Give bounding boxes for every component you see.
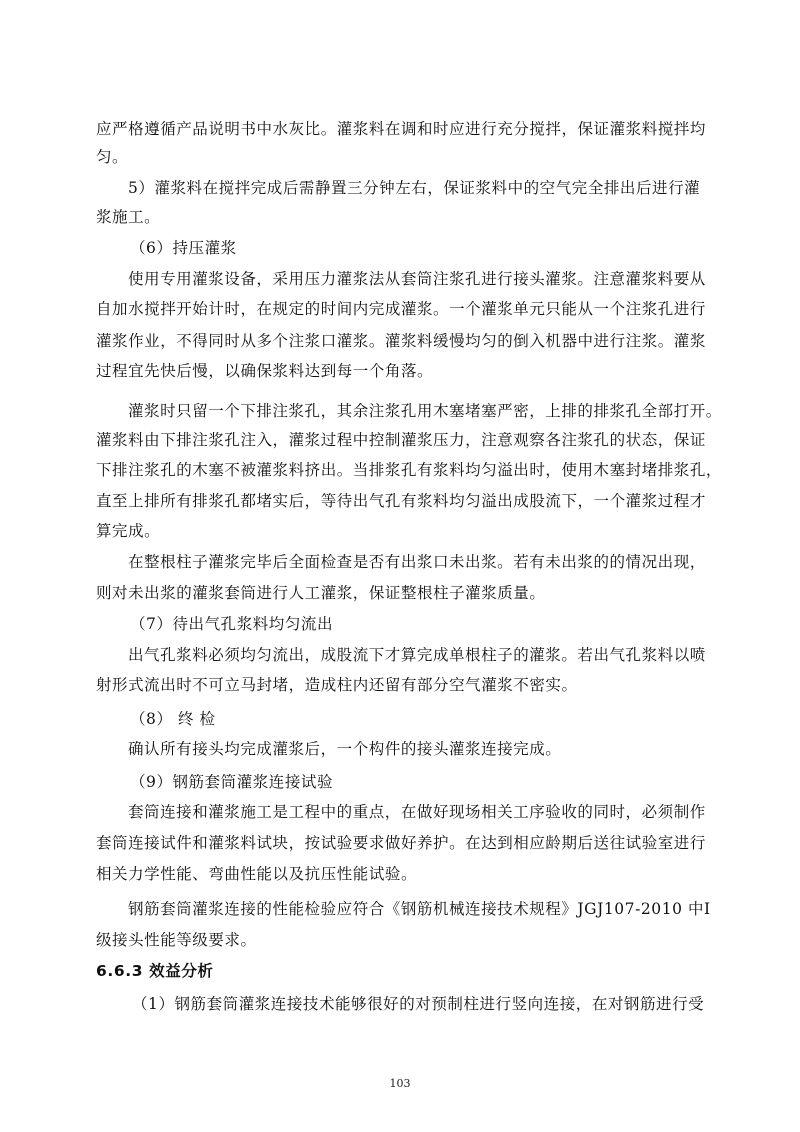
paragraph-line: 直至上排所有排浆孔都堵实后，等待出气孔有浆料均匀溢出成股流下，一个灌浆过程才 <box>96 492 706 510</box>
paragraph-line: 钢筋套筒灌浆连接的性能检验应符合《钢筋机械连接技术规程》JGJ107-2010 中Ⅰ <box>128 900 711 918</box>
paragraph-line: 浆施工。 <box>96 208 161 226</box>
section-heading: （9）钢筋套筒灌浆连接试验 <box>130 773 334 791</box>
paragraph-line: 则对未出浆的灌浆套筒进行人工灌浆，保证整根柱子灌浆质量。 <box>96 584 546 602</box>
section-heading: （8） 终 检 <box>130 710 216 728</box>
paragraph-line: 自加水搅拌开始计时，在规定的时间内完成灌浆。一个灌浆单元只能从一个注浆孔进行 <box>96 300 706 318</box>
subsection-title: 6.6.3 效益分析 <box>96 962 214 980</box>
paragraph-line: 下排注浆孔的木塞不被灌浆料挤出。当排浆孔有浆料均匀溢出时，使用木塞封堵排浆孔， <box>96 461 722 479</box>
paragraph-line: 相关力学性能、弯曲性能以及抗压性能试验。 <box>96 865 418 883</box>
paragraph-line: 级接头性能等级要求。 <box>96 931 257 949</box>
paragraph-line: 射形式流出时不可立马封堵，造成柱内还留有部分空气灌浆不密实。 <box>96 676 578 694</box>
paragraph-line: 灌浆料由下排注浆孔注入，灌浆过程中控制灌浆压力，注意观察各注浆孔的状态，保证 <box>96 431 706 449</box>
paragraph-line: 应严格遵循产品说明书中水灰比。灌浆料在调和时应进行充分搅拌，保证灌浆料搅拌均 <box>96 120 706 138</box>
page-number: 103 <box>389 1077 411 1090</box>
paragraph-line: 出气孔浆料必须均匀流出，成股流下才算完成单根柱子的灌浆。若出气孔浆料以喷 <box>128 646 706 664</box>
paragraph-line: 灌浆作业，不得同时从多个注浆口灌浆。灌浆料缓慢均匀的倒入机器中进行注浆。灌浆 <box>96 332 706 350</box>
paragraph-line: 套筒连接试件和灌浆料试块，按试验要求做好养护。在达到相应龄期后送往试验室进行 <box>96 834 706 852</box>
paragraph-line: 5）灌浆料在搅拌完成后需静置三分钟左右，保证浆料中的空气完全排出后进行灌 <box>128 179 701 197</box>
section-heading: （6）持压灌浆 <box>130 239 237 257</box>
paragraph-line: 套筒连接和灌浆施工是工程中的重点，在做好现场相关工序验收的同时，必须制作 <box>128 803 706 821</box>
paragraph-line: 过程宜先快后慢，以确保浆料达到每一个角落。 <box>96 362 434 380</box>
paragraph-line: 匀。 <box>96 148 129 166</box>
paragraph-line: 灌浆时只留一个下排注浆孔，其余注浆孔用木塞堵塞严密，上排的排浆孔全部打开。 <box>128 402 722 420</box>
paragraph-line: 使用专用灌浆设备，采用压力灌浆法从套筒注浆孔进行接头灌浆。注意灌浆料要从 <box>128 270 706 288</box>
paragraph-line: 在整根柱子灌浆完毕后全面检查是否有出浆口未出浆。若有未出浆的的情况出现， <box>128 553 706 571</box>
paragraph-line: （1）钢筋套筒灌浆连接技术能够很好的对预制柱进行竖向连接，在对钢筋进行受 <box>132 995 705 1013</box>
paragraph-line: 算完成。 <box>96 522 161 540</box>
section-heading: （7）待出气孔浆料均匀流出 <box>130 615 334 633</box>
paragraph-line: 确认所有接头均完成灌浆后，一个构件的接头灌浆连接完成。 <box>128 740 562 758</box>
